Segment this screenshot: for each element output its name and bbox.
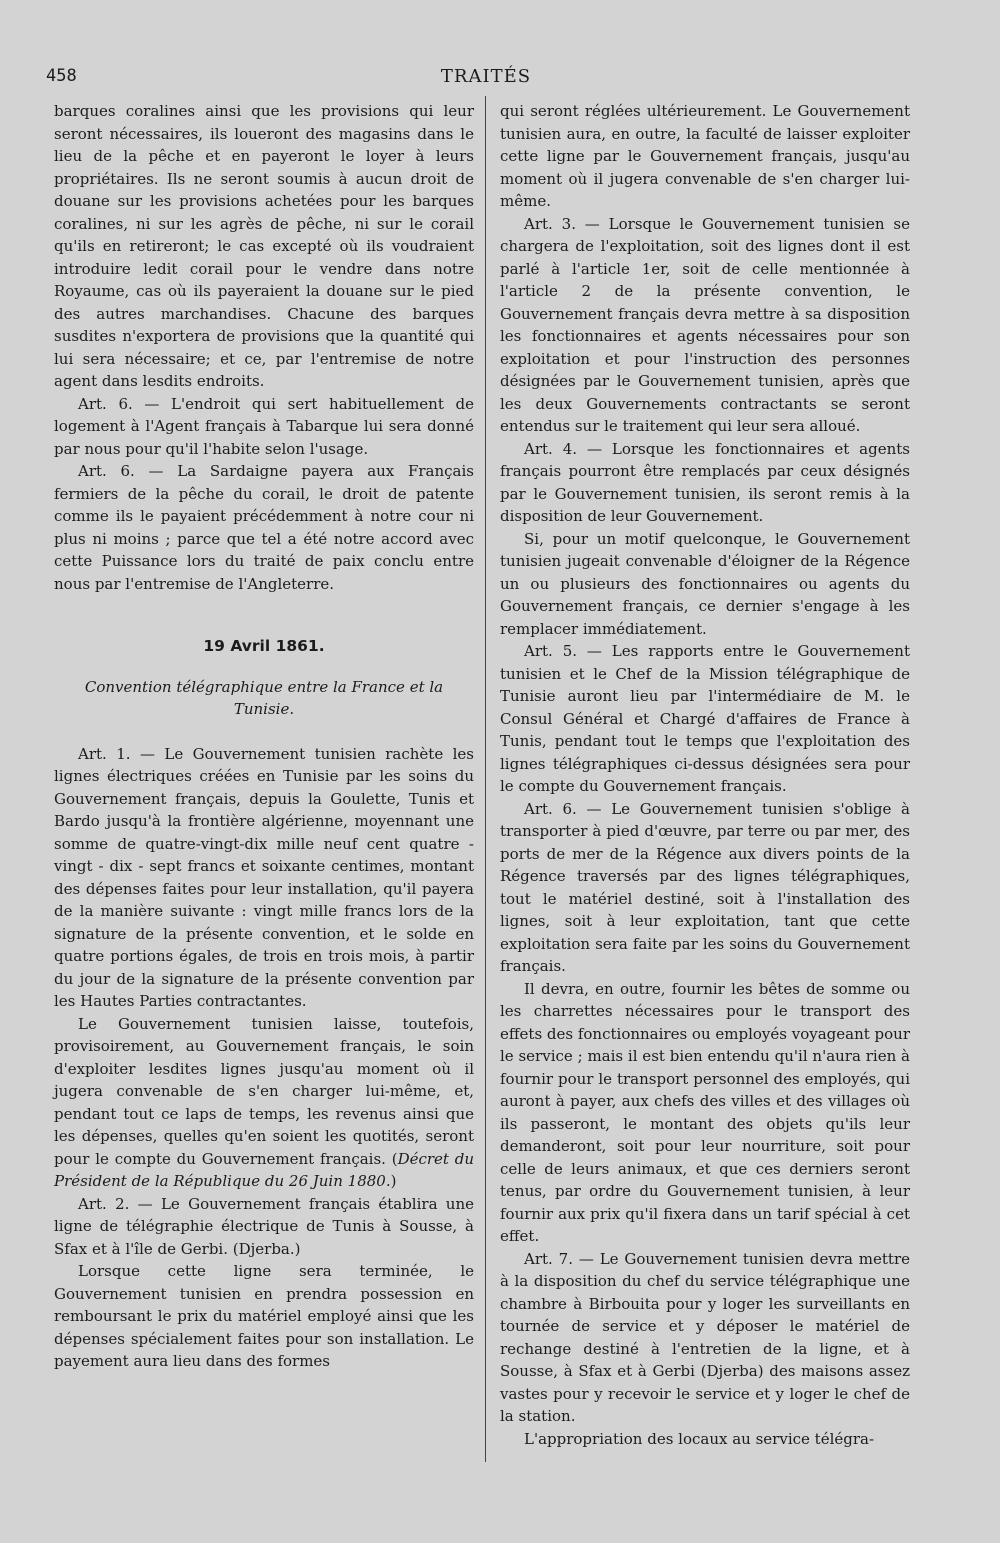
paragraph-betes-de-somme: Il devra, en outre, fournir les bêtes de somme ou les charrettes nécessaires pour le transport des effets des fonctionnaires ou employés voyageant pour le service ; mais il est bien entendu qu'il n'aura rien à fournir pour le transport personnel des employés, qui auront à payer, aux chefs des villes et des villages où ils passeront, le montant des objets qu'ils leur demanderont, soit pour leur nourriture, soit pour celle de leurs animaux, et que ces derniers seront tenus, par ordre du Gouvernement tunisien, à leur fournir aux prix qu'il fixera dans un tarif spécial à cet effet. xyxy=(500,979,910,1245)
right-column xyxy=(500,100,910,1450)
page-number: 458 xyxy=(46,66,77,86)
paragraph-end: ) xyxy=(390,1172,397,1190)
article-5: Art. 5. — Les rapports entre le Gouvernement tunisien et le Chef de la Mission télégraphique de Tunisie auront lieu par l'intermédiaire de M. le Consul Général et Chargé d'affaires de France à Tunis, pendant tout le temps que l'exploitation des lignes télégraphiques ci-dessus désignées sera pour le compte du Gouvernement français. xyxy=(500,642,910,795)
paragraph-motif: Si, pour un motif quelconque, le Gouvernement tunisien jugeait convenable d'éloigner de la Régence un ou plusieurs des fonctionnaires ou agents du Gouvernement français, ce dernier s'engage à les remplacer immédiatement. xyxy=(500,529,910,638)
date-heading: 19 Avril 1861. xyxy=(203,637,325,655)
paragraph-ligne-terminee: Lorsque cette ligne sera terminée, le Gouvernement tunisien en prendra possession en remboursant le prix du matériel employé ainsi que les dépenses spécialement faites pour son installation. Le payement aura lieu dans des formes xyxy=(54,1262,474,1370)
article-4: Art. 4. — Lorsque les fonctionnaires et agents français pourront être remplacés par ceux désignés par le Gouvernement tunisien, ils seront remis à la disposition de leur Gouvernement. xyxy=(500,439,910,525)
column-divider xyxy=(485,96,486,1462)
article-3: Art. 3. — Lorsque le Gouvernement tunisien se chargera de l'exploitation, soit des lignes dont il est parlé à l'article 1er, soit de celle mentionnée à l'article 2 de la présente convention, le Gouvernement français devra mettre à sa disposition les fonctionnaires et agents nécessaires pour son exploitation et pour l'instruction des personnes désignées par le Gouvernement tunisien, après que les deux Gouvernements contractants se seront entendus sur le traitement qui leur sera alloué. xyxy=(500,214,910,435)
decree-reference: Décret du Président de la République du 26 Juin 1880. xyxy=(54,1149,474,1190)
page-header xyxy=(46,66,926,94)
paragraph-appropriation: L'appropriation des locaux au service télégra- xyxy=(524,1429,875,1448)
article-6-sardaigne: Art. 6. — La Sardaigne payera aux Français fermiers de la pêche du corail, le droit de patente comme ils le payaient précédemment à notre cour ni plus ni moins ; parce que tel a été notre accord avec cette Puissance lors du traité de paix conclu entre nous par l'entremise de l'Angleterre. xyxy=(54,462,474,593)
convention-title: Convention télégraphique entre la France et la Tunisie. xyxy=(84,677,444,718)
paragraph-continued: qui seront réglées ultérieurement. Le Gouvernement tunisien aura, en outre, la faculté de laisser exploiter cette ligne par le Gouvernement français, jusqu'au moment où il jugera convenable de s'en charger lui-même. xyxy=(500,102,910,210)
article-7: Art. 7. — Le Gouvernement tunisien devra mettre à la disposition du chef du service télégraphique une chambre à Birbouita pour y loger les surveillants en tournée de service et y déposer le matériel de rechange destiné à l'entretien de la ligne, et à Sousse, à Sfax et à Gerbi (Djerba) des maisons assez vastes pour y recevoir le service et y loger le chef de la station. xyxy=(500,1249,910,1425)
article-2: Art. 2. — Le Gouvernement français établira une ligne de télégraphie électrique de Tunis à Sousse, à Sfax et à l'île de Gerbi. (Djerba.) xyxy=(54,1194,474,1258)
article-1: Art. 1. — Le Gouvernement tunisien rachète les lignes électriques créées en Tunisie par les soins du Gouvernement français, depuis la Goulette, Tunis et Bardo jusqu'à la frontière algérienne, moyennant une somme de quatre-vingt-dix mille neuf cent quatre - vingt - dix - sept francs et soixante centimes, montant des dépenses faites pour leur installation, qu'il payera de la manière suivante : vingt mille francs lors de la signature de la présente convention, et le solde en quatre portions égales, de trois en trois mois, à partir du jour de la signature de la présente convention par les Hautes Parties contractantes. xyxy=(54,744,474,1010)
article-6: Art. 6. — Le Gouvernement tunisien s'oblige à transporter à pied d'œuvre, par terre ou par mer, des ports de mer de la Régence aux divers points de la Régence traversés par des lignes télégraphiques, tout le matériel destiné, soit à l'installation des lignes, soit à leur exploitation, tant que cette exploitation sera faite par les soins du Gouvernement français. xyxy=(500,799,910,975)
article-6-logement: Art. 6. — L'endroit qui sert habituellement de logement à l'Agent français à Tabarque lui sera donné par nous pour qu'il l'habite selon l'usage. xyxy=(54,394,474,458)
paragraph-text: Le Gouvernement tunisien laisse, toutefois, provisoirement, au Gouvernement français, le soin d'exploiter lesdites lignes jusqu'au moment où il jugera convenable de s'en charger lui-même, et, pendant tout ce laps de temps, les revenus ainsi que les dépenses, quelles qu'en soient les quotités, seront pour le compte du Gouvernement français. ( xyxy=(54,1014,474,1168)
running-title: TRAITÉS xyxy=(440,66,532,87)
left-column xyxy=(54,100,474,1373)
paragraph-continued: barques coralines ainsi que les provisions qui leur seront nécessaires, ils loueront des magasins dans le lieu de la pêche et en payeront le loyer à leurs propriétaires. Ils ne seront soumis à aucun droit de douane sur les provisions achetées pour les barques coralines, ni sur les agrès de pêche, ni sur le corail qu'ils en retireront; le cas excepté où ils voudraient introduire ledit corail pour le vendre dans notre Royaume, cas où ils payeraient la douane sur le pied des autres marchandises. Chacune des barques susdites n'exportera de provisions que la quantité qui lui sera nécessaire; et ce, par l'entremise de notre agent dans lesdits endroits. xyxy=(54,102,474,390)
paragraph-provisoirement xyxy=(54,1013,474,1193)
